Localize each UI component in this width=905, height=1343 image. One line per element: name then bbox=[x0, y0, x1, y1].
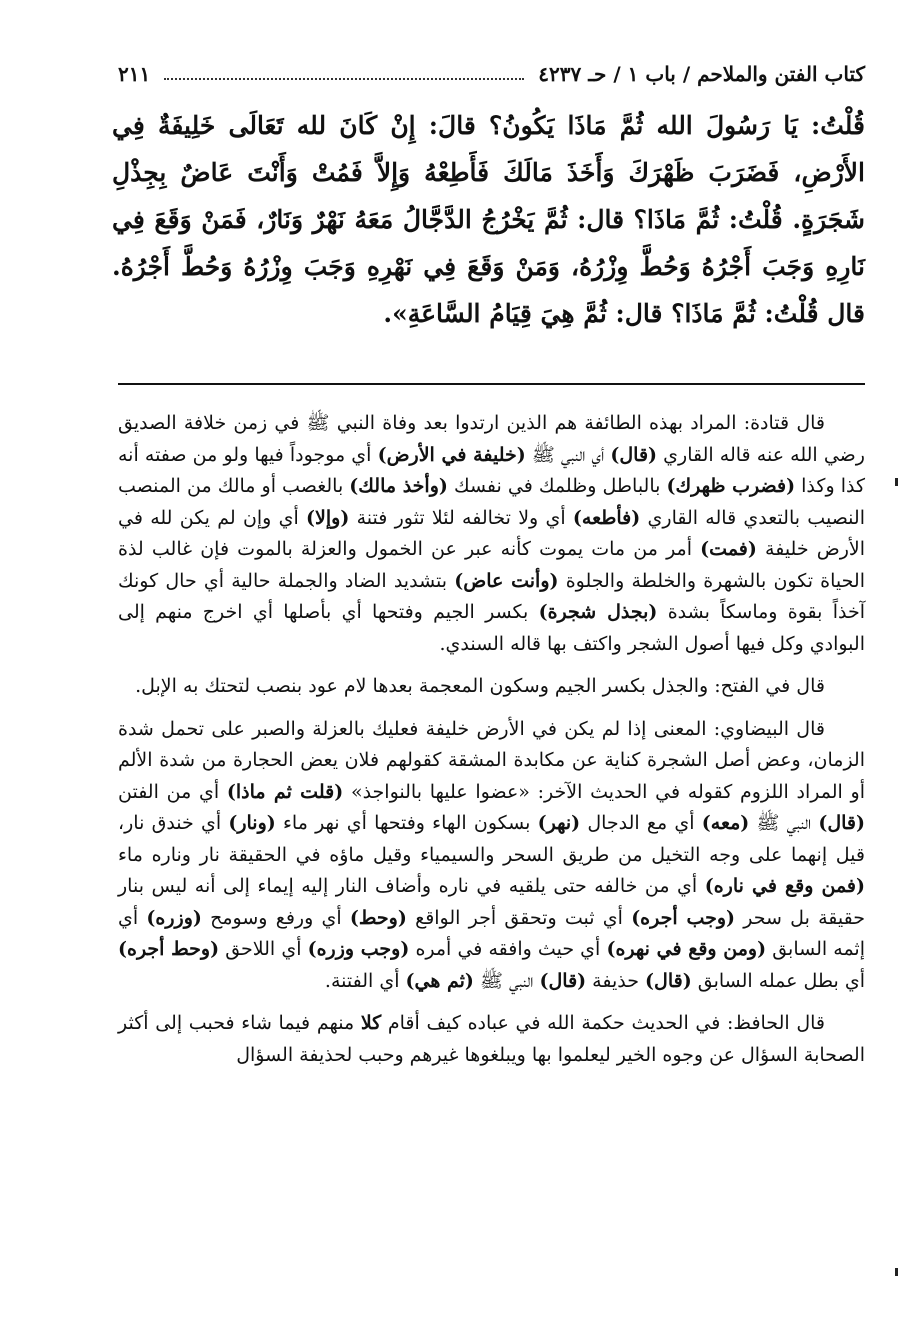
commentary-paragraph-qatada: قال قتادة: المراد بهذه الطائفة هم الذين ارتدوا بعد وفاة النبي ﷺ في زمن خلافة الصديق رضي الله عنه قاله القاري (قال) أي النبي ﷺ (خليفة في الأرض) أي موجوداً فيها ولو من صفته أنه كذا وكذا (فضرب ظهرك) بالباطل وظلمك في نفسك (وأخذ مالك) بالغصب أو مالك من المنصب النصيب بالتعدي قاله القاري (فأطعه) أي ولا تخالفه لئلا تثور فتنة (وإلا) أي وإن لم يكن لله في الأرض خليفة (فمت) أمر من مات يموت كأنه عبر عن الخمول والعزلة بالموت فإن غالب لذة الحياة تكون بالشهرة والخلطة والجلوة (وأنت عاض) بتشديد الضاد والجملة حالية أي حال كونك آخذاً بقوة وماسكاً بشدة (بجذل شجرة) بكسر الجيم وفتحها أي بأصلها أي اخرج منهم إلى البوادي وكل فيها أصول الشجر واكتف بها قاله السندي. bbox=[118, 412, 866, 655]
margin-mark bbox=[895, 478, 898, 486]
margin-mark bbox=[895, 1268, 898, 1276]
header-title: كتاب الفتن والملاحم / باب ١ / حـ ٤٢٣٧ bbox=[538, 62, 865, 86]
commentary-paragraph-hafiz: قال الحافظ: في الحديث حكمة الله في عباده كيف أقام كلا منهم فيما شاء فحبب إلى أكثر الصحابة السؤال عن وجوه الخير ليعلموا بها ويبلغوها غيرهم وحبب لحذيفة السؤال bbox=[118, 1012, 865, 1066]
footnote-separator bbox=[118, 383, 865, 385]
header-leader-dots bbox=[164, 78, 524, 80]
running-header bbox=[118, 56, 865, 92]
page-number: ٢١١ bbox=[118, 62, 151, 86]
commentary-paragraph-fath: قال في الفتح: والجذل بكسر الجيم وسكون المعجمة بعدها لام عود بنصب لتحتك به الإبل. bbox=[135, 675, 825, 697]
hadith-text: قُلْتُ: يَا رَسُولَ الله ثُمَّ مَاذَا يَكُونُ؟ قالَ: إِنْ كَانَ لله تَعَالَى خَلِيفَةٌ فِي الأَرْضِ، فَضَرَبَ ظَهْرَكَ وَأَخَذَ مَالَكَ فَأَطِعْهُ وَإِلاَّ فَمُتْ وَأَنْتَ عَاضٌ بِجِذْلِ شَجَرَةٍ. قُلْتُ: ثُمَّ مَاذَا؟ قال: ثُمَّ يَخْرُجُ الدَّجَّالُ مَعَهُ نَهْرٌ وَنَارٌ، فَمَنْ وَقَعَ فِي نَارِهِ وَجَبَ أَجْرُهُ وَحُطَّ وِزْرُهُ، وَمَنْ وَقَعَ فِي نَهْرِهِ وَجَبَ وِزْرُهُ وَحُطَّ أَجْرُهُ. قال قُلْتُ: ثُمَّ مَاذَا؟ قال: ثُمَّ هِيَ قِيَامُ السَّاعَةِ». bbox=[112, 111, 865, 328]
commentary-paragraph-baydawi: قال البيضاوي: المعنى إذا لم يكن في الأرض خليفة فعليك بالعزلة والصبر على تحمل شدة الزمان، وعض أصل الشجرة كناية عن مكابدة المشقة كقولهم فلان يعض الحجارة من شدة الألم أو المراد اللزوم كقوله في الحديث الآخر: «عضوا عليها بالنواجذ» (قلت ثم ماذا) أي من الفتن (قال) النبي ﷺ (معه) أي مع الدجال (نهر) بسكون الهاء وفتحها أي نهر ماء (ونار) أي خندق نار، قيل إنهما على وجه التخيل من طريق السحر والسيمياء وقيل ماؤه في الحقيقة نار وناره ماء (فمن وقع في ناره) أي من خالفه حتى يلقيه في ناره وأضاف النار إليه إيماء إلى أنه ليس بنار حقيقة بل سحر (وجب أجره) أي ثبت وتحقق أجر الواقع (وحط) أي ورفع وسومح (وزره) أي إثمه السابق (ومن وقع في نهره) أي حيث وافقه في أمره (وجب وزره) أي اللاحق (وحط أجره) أي بطل عمله السابق (قال) حذيفة (قال) النبي ﷺ (ثم هي) أي الفتنة. bbox=[118, 717, 866, 992]
commentary bbox=[118, 408, 865, 1071]
